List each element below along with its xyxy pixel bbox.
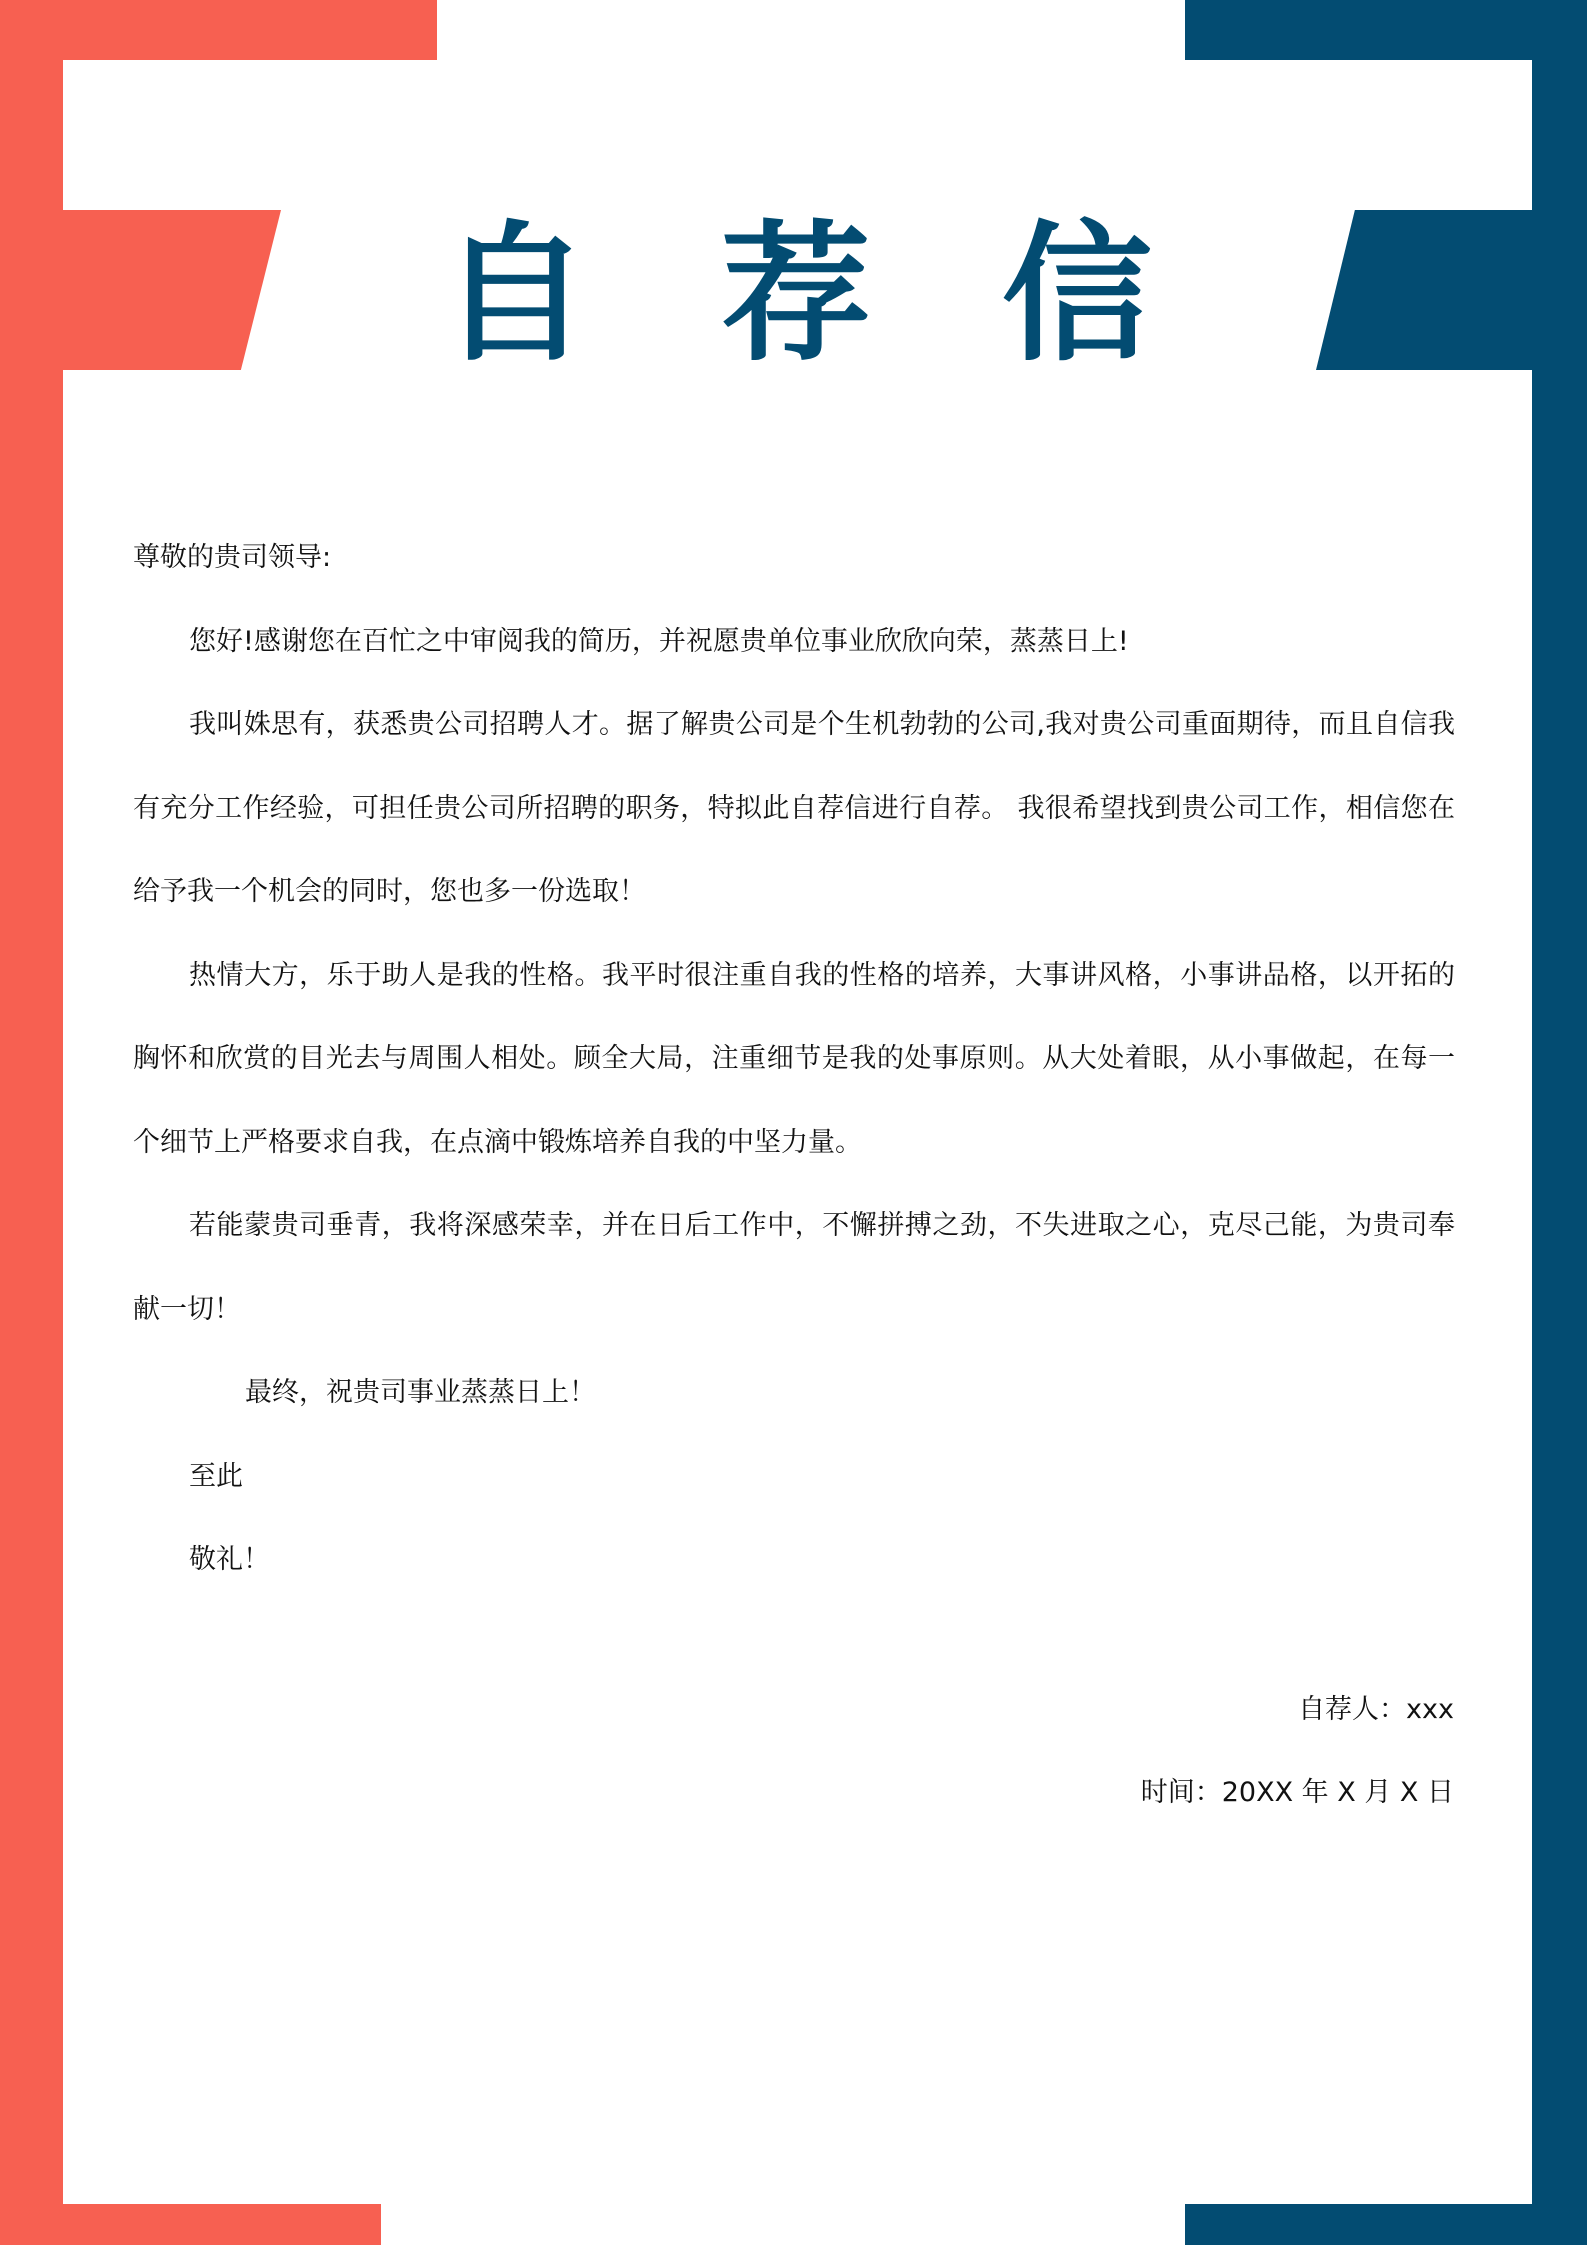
paragraph-introduction: 我叫姝思有，获悉贵公司招聘人才。据了解贵公司是个生机勃勃的公司,我对贵公司重面期待，而且自信我有充分工作经验，可担任贵公司所招聘的职务，特拟此自荐信进行自荐。 我很希望找到贵公司工作，相信您在给予我一个机会的同时，您也多一份选取！: [133, 709, 1455, 907]
signer-name: 自荐人：xxx: [1298, 1694, 1454, 1725]
closing-line-1: 至此: [189, 1460, 243, 1492]
signature-date: 时间：20XX 年 X 月 X 日: [1140, 1777, 1454, 1808]
closing-wish: 最终，祝贵司事业蒸蒸日上！: [245, 1377, 596, 1408]
paragraph-greeting: 您好!感谢您在百忙之中审阅我的简历，并祝愿贵单位事业欣欣向荣，蒸蒸日上!: [189, 625, 1129, 657]
title-char: 荐: [721, 208, 872, 382]
paragraph-personality: 热情大方，乐于助人是我的性格。我平时很注重自我的性格的培养，大事讲风格，小事讲品格，以开拓的胸怀和欣赏的目光去与周围人相处。顾全大局，注重细节是我的处事原则。从大处着眼，从小事做起，在每一个细节上严格要求自我，在点滴中锻炼培养自我的中坚力量。: [133, 959, 1455, 1158]
salutation: 尊敬的贵司领导:: [133, 542, 332, 573]
title-char: 信: [1002, 208, 1153, 382]
title-char: 自: [440, 208, 591, 382]
closing-line-2: 敬礼！: [189, 1544, 270, 1575]
right-frame-bottom-bar: [1185, 2204, 1587, 2245]
letter-body: [133, 516, 1455, 1602]
right-frame-top-bar: [1185, 0, 1587, 60]
page-title: [0, 200, 1587, 390]
left-frame-top-bar: [0, 0, 437, 60]
paragraph-commitment: 若能蒙贵司垂青，我将深感荣幸，并在日后工作中，不懈拼搏之劲，不失进取之心，克尽己能，为贵司奉献一切！: [133, 1210, 1455, 1325]
left-frame-bottom-bar: [0, 2204, 381, 2245]
